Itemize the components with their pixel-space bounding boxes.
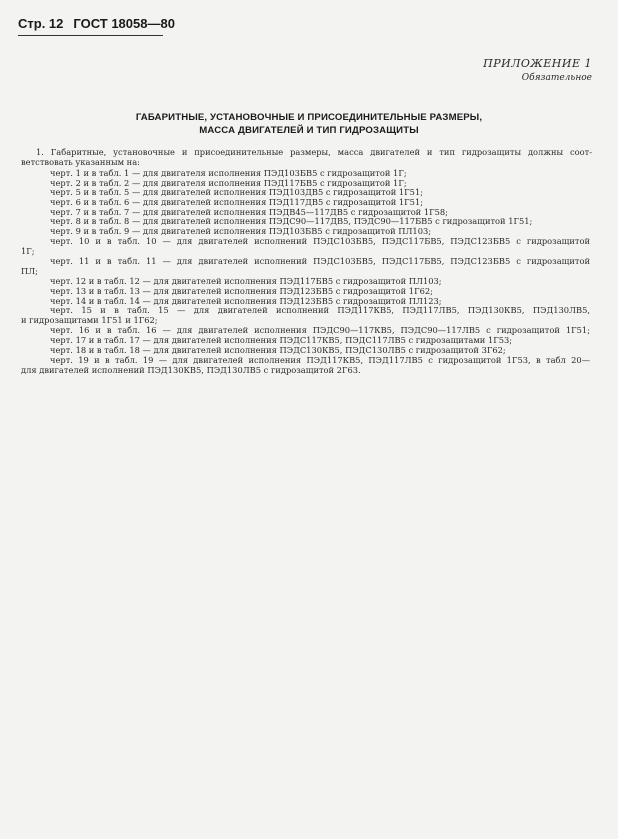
body-line-12: черт. 11 и в табл. 11 — для двигателей исполнений ПЭДС103БВ5, ПЭДС117БВ5, ПЭДС123БВ5 с гидрозащитой [50,256,590,266]
appendix-label: ПРИЛОЖЕНИЕ 1 [483,57,592,70]
standard-code: ГОСТ 18058—80 [73,16,175,31]
body-line-19: черт. 16 и в табл. 16 — для двигателей исполнения ПЭДС90—117КВ5, ПЭДС90—117ЛВ5 с гидрозащитой 1Г51; [50,325,590,335]
body-line-3: черт. 1 и в табл. 1 — для двигателя исполнения ПЭД103БВ5 с гидрозащитой 1Г; [50,168,407,178]
body-line-8: черт. 8 и в табл. 8 — для двигателей исполнения ПЭДС90—117ДВ5, ПЭДС90—117БВ5 с гидрозащитой 1Г51; [50,216,533,226]
body-line-22: черт. 19 и в табл. 19 — для двигателей исполнения ПЭД117КВ5, ПЭД117ЛВ5 с гидрозащитой 1Г53, в табл 20— [50,355,590,365]
body-line-7: черт. 7 и в табл. 7 — для двигателей исполнения ПЭДВ45—117ДВ5 с гидрозащитой 1Г58; [50,207,448,217]
body-line-20: черт. 17 и в табл. 17 — для двигателей исполнения ПЭДС117КВ5, ПЭДС117ЛВ5 с гидрозащитами 1Г53; [50,335,513,345]
appendix-block [483,57,592,83]
appendix-note: Обязательное [521,73,592,83]
body-line-23: для двигателей исполнений ПЭД130КВ5, ПЭД130ЛВ5 с гидрозащитой 2Г63. [21,365,361,375]
page-header [18,16,175,31]
body-line-1: 1. Габаритные, установочные и присоединительные размеры, масса двигателей и тип гидрозащиты должны соот- [36,147,592,157]
body-line-4: черт. 2 и в табл. 2 — для двигателя исполнения ПЭД117БВ5 с гидрозащитой 1Г; [50,178,407,188]
body-line-21: черт. 18 и в табл. 18 — для двигателей исполнения ПЭДС130КВ5, ПЭДС130ЛВ5 с гидрозащитой 3Г62; [50,345,506,355]
body-line-13: ПЛ; [21,266,38,276]
body-line-14: черт. 12 и в табл. 12 — для двигателей исполнения ПЭД117БВ5 с гидрозащитой ПЛ103; [50,276,442,286]
body-line-6: черт. 6 и в табл. 6 — для двигателей исполнения ПЭД117ДВ5 с гидрозащитой 1Г51; [50,197,424,207]
body-line-16: черт. 14 и в табл. 14 — для двигателей исполнения ПЭД123БВ5 с гидрозащитой ПЛ123; [50,296,442,306]
body-line-11: 1Г; [21,246,35,256]
page-number: Стр. 12 [18,16,64,31]
body-line-18: и гидрозащитами 1Г51 и 1Г62; [21,315,158,325]
section-title-line-2: МАССА ДВИГАТЕЛЕЙ И ТИП ГИДРОЗАЩИТЫ [199,125,419,136]
section-title-line-1: ГАБАРИТНЫЕ, УСТАНОВОЧНЫЕ И ПРИСОЕДИНИТЕЛЬНЫЕ РАЗМЕРЫ, [135,112,483,123]
header-rule [18,35,163,36]
body-line-5: черт. 5 и в табл. 5 — для двигателей исполнения ПЭД103ДВ5 с гидрозащитой 1Г51; [50,187,424,197]
body-line-2: ветствовать указанным на: [21,157,140,167]
body-line-10: черт. 10 и в табл. 10 — для двигателей исполнений ПЭДС103БВ5, ПЭДС117БВ5, ПЭДС123БВ5 с гидрозащитой [50,236,590,246]
body-line-15: черт. 13 и в табл. 13 — для двигателей исполнения ПЭД123БВ5 с гидрозащитой 1Г62; [50,286,433,296]
body-line-17: черт. 15 и в табл. 15 — для двигателей исполнений ПЭД117КВ5, ПЭД117ЛВ5, ПЭД130КВ5, ПЭД130ЛВ5, [50,305,590,315]
body-line-9: черт. 9 и в табл. 9 — для двигателей исполнения ПЭД103БВ5 с гидрозащитой ПЛ103; [50,226,432,236]
